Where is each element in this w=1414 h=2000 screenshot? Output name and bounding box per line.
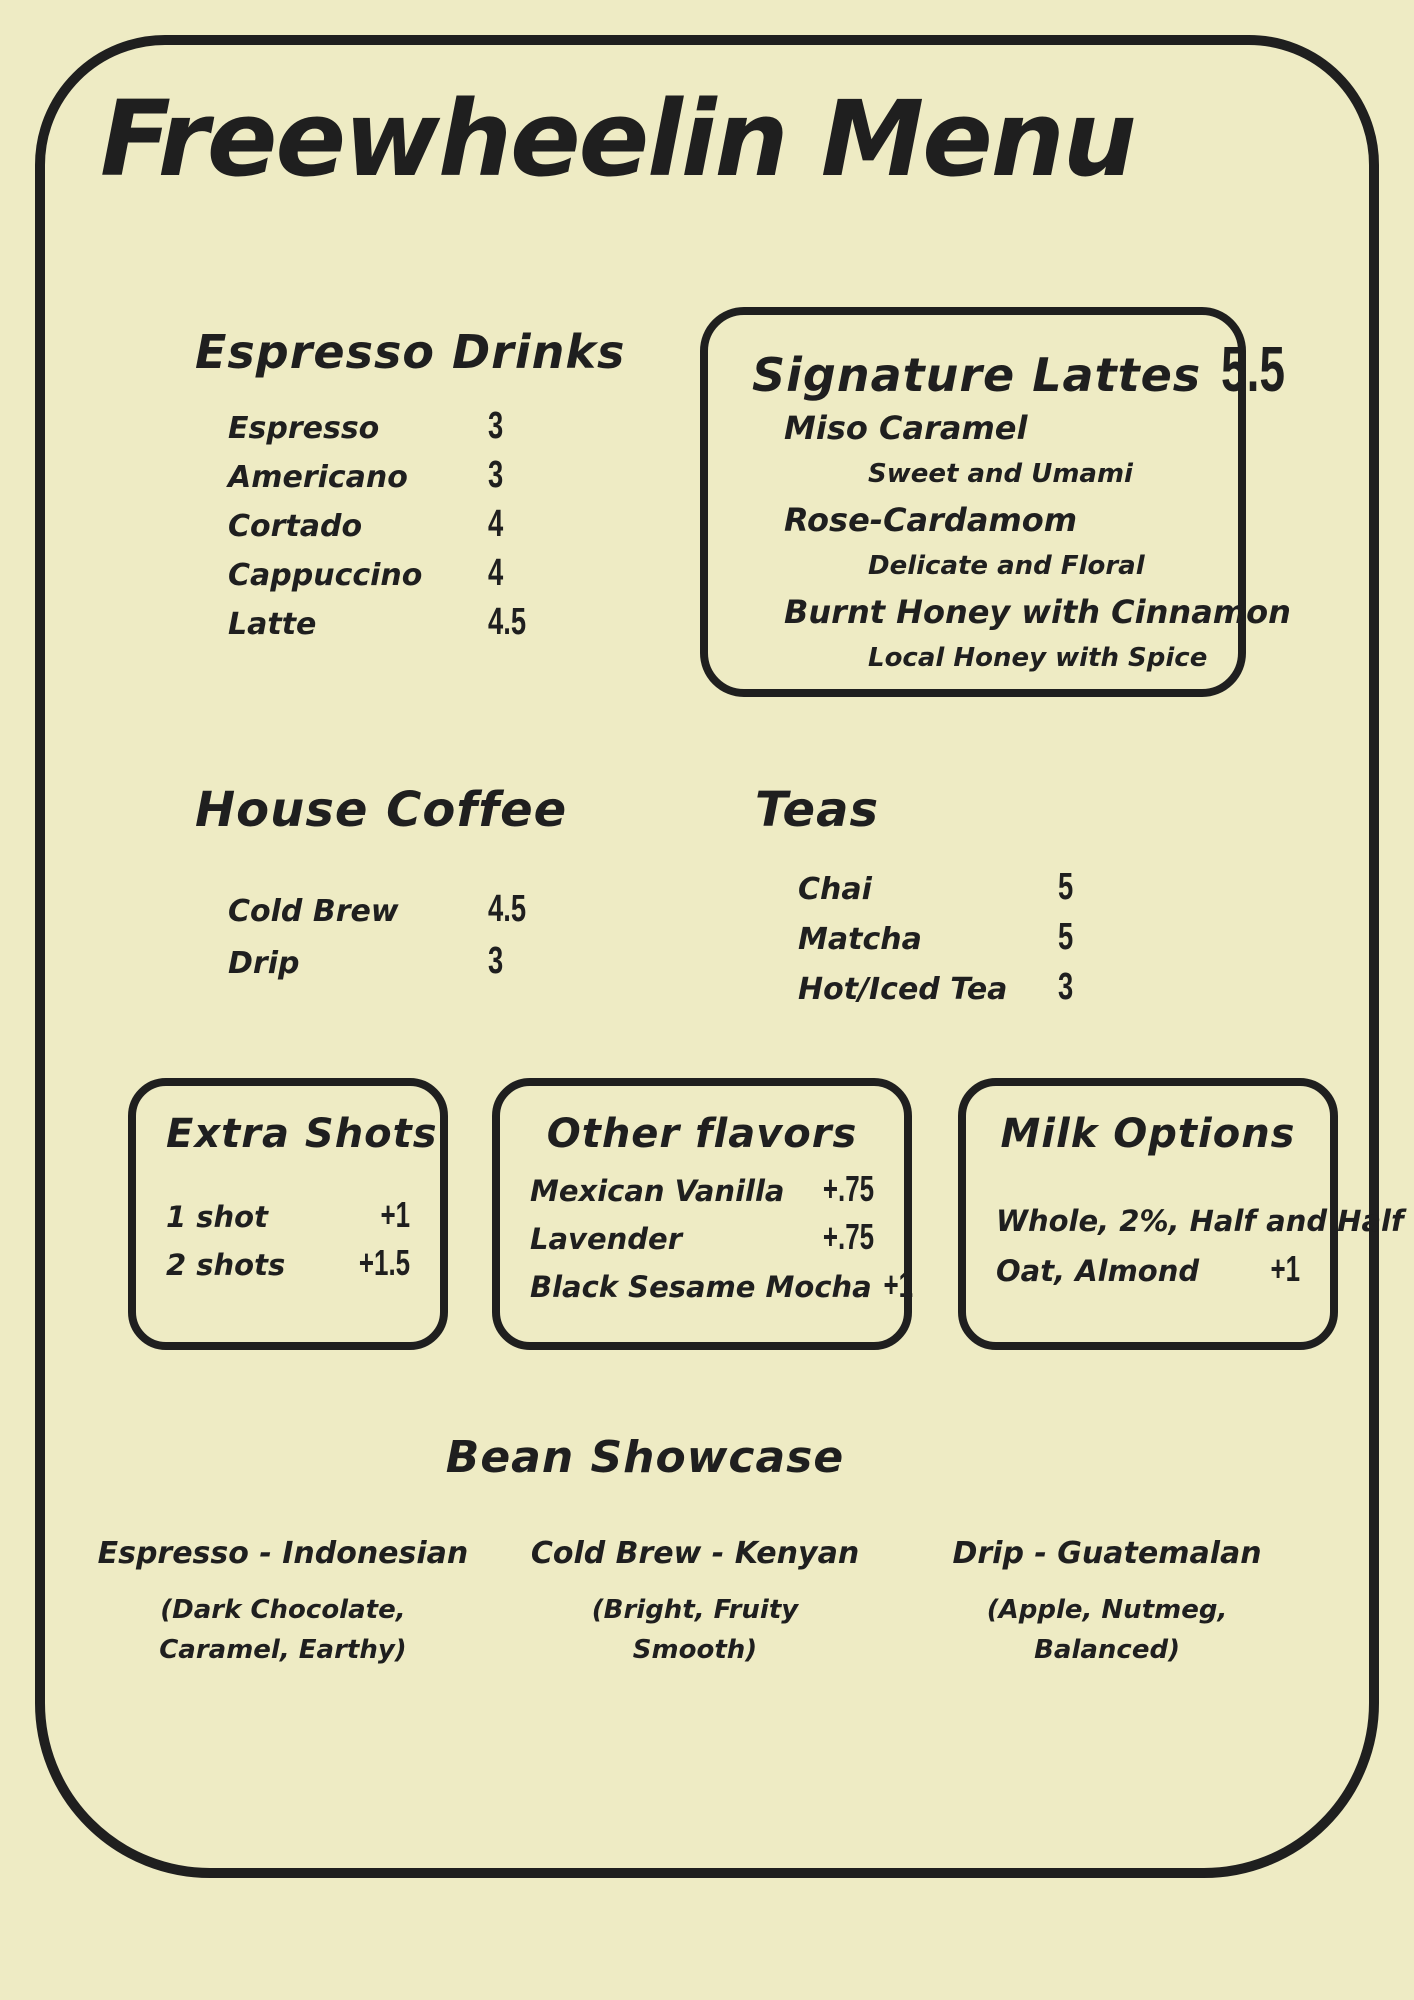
menu-item-row xyxy=(798,866,1128,916)
bean-column xyxy=(904,1532,1310,1670)
signature-item xyxy=(752,589,1291,681)
item-price: 3 xyxy=(1058,966,1074,1008)
milk-options-line xyxy=(996,1204,1404,1248)
item-name: Cappuccino xyxy=(228,558,423,593)
item-description: Sweet and Umami xyxy=(868,459,1133,489)
menu-item-row xyxy=(228,601,558,650)
menu-item-row xyxy=(228,405,558,454)
menu-item-row xyxy=(228,888,558,940)
item-name: Rose-Cardamom xyxy=(784,501,1078,539)
espresso-drinks-list xyxy=(228,405,558,650)
item-price: 4 xyxy=(488,503,504,545)
menu-item-row xyxy=(798,916,1128,966)
signature-item xyxy=(752,405,1218,497)
item-price: 5 xyxy=(1058,866,1074,908)
bean-name: Drip - Guatemalan xyxy=(952,1536,1262,1571)
menu-item-row xyxy=(530,1216,874,1264)
signature-lattes-price: 5.5 xyxy=(1221,333,1286,405)
bean-description xyxy=(80,1590,486,1670)
bean-description-line: Smooth) xyxy=(632,1635,758,1665)
item-price: +1 xyxy=(883,1264,913,1305)
item-name: Miso Caramel xyxy=(784,409,1028,447)
milk-options-line xyxy=(996,1248,1300,1292)
item-name: Chai xyxy=(798,872,872,907)
signature-lattes-heading: Signature Lattes xyxy=(752,348,1202,402)
item-name: Latte xyxy=(228,607,317,642)
bean-showcase-heading: Bean Showcase xyxy=(445,1432,845,1483)
item-price: 4 xyxy=(488,552,504,594)
item-name: Lavender xyxy=(530,1222,682,1256)
item-description: Delicate and Floral xyxy=(868,551,1145,581)
milk-options-list xyxy=(996,1204,1404,1292)
item-price: 5 xyxy=(1058,916,1074,958)
bean-description xyxy=(904,1590,1310,1670)
milk-options-text: Whole, 2%, Half and Half xyxy=(996,1204,1404,1238)
item-name: 1 shot xyxy=(166,1200,268,1234)
item-name: 2 shots xyxy=(166,1248,286,1282)
signature-lattes-list xyxy=(752,405,1291,681)
menu-item-row xyxy=(228,454,558,503)
item-name: Cortado xyxy=(228,509,363,544)
other-flavors-heading: Other flavors xyxy=(546,1111,858,1157)
extra-shots-list xyxy=(166,1194,410,1290)
item-name: Americano xyxy=(228,460,408,495)
bean-column xyxy=(80,1532,486,1670)
item-description: Local Honey with Spice xyxy=(868,643,1208,673)
item-name: Black Sesame Mocha xyxy=(530,1270,872,1304)
item-name: Hot/Iced Tea xyxy=(798,972,1008,1007)
other-flavors-box xyxy=(492,1078,912,1350)
item-name: Matcha xyxy=(798,922,922,957)
item-name: Burnt Honey with Cinnamon xyxy=(784,593,1291,631)
milk-options-box xyxy=(958,1078,1404,1350)
bean-description-line: Balanced) xyxy=(1034,1635,1180,1665)
menu-item-row xyxy=(228,503,558,552)
bean-name: Cold Brew - Kenyan xyxy=(530,1536,860,1571)
bean-name: Espresso - Indonesian xyxy=(97,1536,469,1571)
house-coffee-heading: House Coffee xyxy=(195,782,568,838)
bean-description-line: Caramel, Earthy) xyxy=(159,1635,407,1665)
bean-description-line: (Dark Chocolate, xyxy=(160,1595,406,1625)
item-price: +.75 xyxy=(822,1168,874,1209)
menu-item-row xyxy=(166,1194,410,1242)
bean-description-line: (Bright, Fruity xyxy=(591,1595,799,1625)
bean-showcase-columns xyxy=(80,1532,1310,1670)
menu-item-row xyxy=(166,1242,410,1290)
bean-description xyxy=(492,1590,898,1670)
item-name: Drip xyxy=(228,946,300,981)
milk-options-text: Oat, Almond xyxy=(996,1254,1200,1288)
signature-lattes-box xyxy=(700,307,1291,697)
item-price: 3 xyxy=(488,454,504,496)
bean-column xyxy=(492,1532,898,1670)
signature-item xyxy=(752,497,1218,589)
item-name: Mexican Vanilla xyxy=(530,1174,785,1208)
teas-heading: Teas xyxy=(755,782,880,838)
item-price: +1 xyxy=(380,1194,410,1235)
bean-description-line: (Apple, Nutmeg, xyxy=(986,1595,1228,1625)
item-price: +.75 xyxy=(822,1216,874,1257)
item-price: 4.5 xyxy=(488,601,527,643)
page-title: Freewheelin Menu xyxy=(100,78,1135,200)
extra-shots-box xyxy=(128,1078,448,1350)
menu-item-row xyxy=(228,940,558,992)
item-price: +1 xyxy=(1270,1248,1300,1289)
signature-lattes-heading-row xyxy=(752,333,1286,405)
item-name: Espresso xyxy=(228,411,380,446)
menu-item-row xyxy=(530,1264,913,1312)
item-price: 4.5 xyxy=(488,888,527,930)
menu-item-row xyxy=(798,966,1128,1016)
extra-shots-heading: Extra Shots xyxy=(166,1111,438,1157)
item-price: 3 xyxy=(488,940,504,982)
item-name: Cold Brew xyxy=(228,894,399,929)
item-price: 3 xyxy=(488,405,504,447)
other-flavors-list xyxy=(530,1168,913,1312)
menu-item-row xyxy=(530,1168,874,1216)
house-coffee-list xyxy=(228,888,558,992)
espresso-drinks-heading: Espresso Drinks xyxy=(195,325,626,379)
item-price: +1.5 xyxy=(358,1242,410,1283)
teas-list xyxy=(798,866,1128,1016)
menu-item-row xyxy=(228,552,558,601)
milk-options-heading: Milk Options xyxy=(1000,1111,1296,1157)
